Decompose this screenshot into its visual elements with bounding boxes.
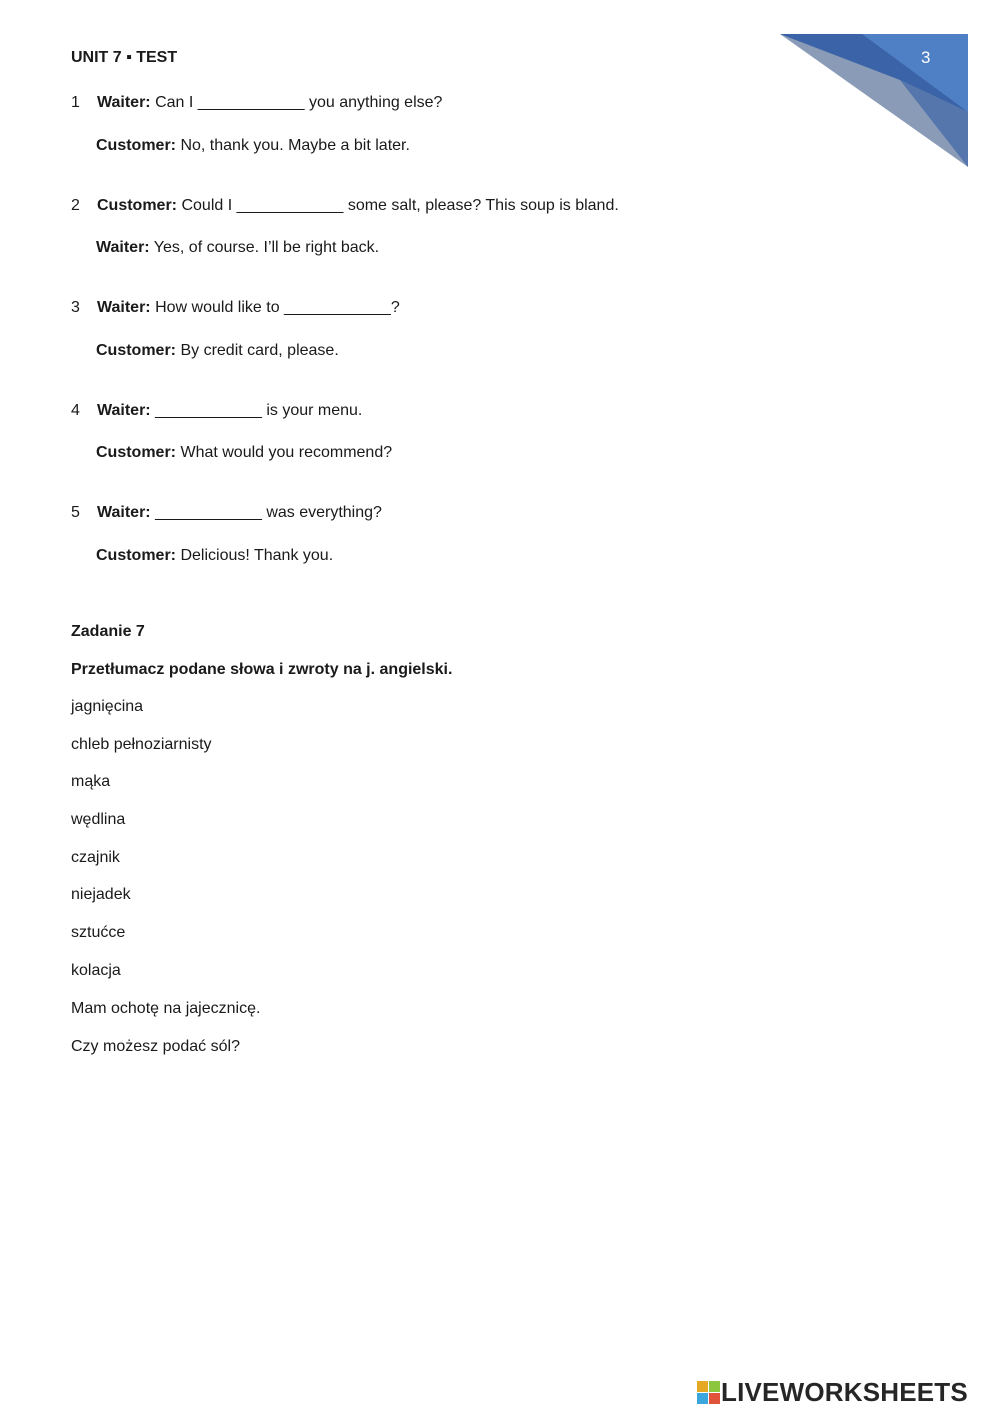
- speaker: Waiter:: [97, 402, 151, 419]
- vocab-item[interactable]: jagnięcina: [71, 698, 144, 715]
- vocab-item[interactable]: wędlina: [71, 811, 126, 828]
- dialogue-text: What would you recommend?: [176, 444, 393, 461]
- speaker: Waiter:: [97, 94, 151, 111]
- dialogue-text: Delicious! Thank you.: [176, 547, 334, 564]
- dialogue-4-response: [96, 444, 392, 462]
- vocab-item[interactable]: sztućce: [71, 924, 126, 941]
- liveworksheets-logo[interactable]: [697, 1377, 993, 1409]
- dialogue-text[interactable]: How would like to ____________?: [150, 299, 400, 316]
- dialogue-2-response: [96, 239, 379, 257]
- speaker: Customer:: [96, 547, 177, 564]
- dialogue-text: By credit card, please.: [176, 342, 339, 359]
- speaker: Customer:: [97, 197, 178, 214]
- speaker: Waiter:: [97, 504, 151, 521]
- logo-box-l: [697, 1381, 708, 1392]
- dialogue-number: 5: [71, 504, 80, 521]
- dialogue-5-line: [71, 504, 382, 522]
- speaker: Customer:: [96, 444, 177, 461]
- dialogue-5-response: [96, 547, 333, 565]
- logo-box-v: [697, 1393, 708, 1404]
- dialogue-number: 1: [71, 94, 80, 111]
- dialogue-3-line: [71, 299, 400, 317]
- dialogue-number: 4: [71, 402, 80, 419]
- corner-decoration: [780, 34, 968, 167]
- speaker: Waiter:: [97, 299, 151, 316]
- dialogue-2-line: [71, 197, 619, 215]
- dialogue-text: No, thank you. Maybe a bit later.: [176, 137, 410, 154]
- dialogue-1-response: [96, 137, 410, 155]
- speaker: Waiter:: [96, 239, 150, 256]
- dialogue-text[interactable]: Can I ____________ you anything else?: [150, 94, 443, 111]
- vocab-item[interactable]: chleb pełnoziarnisty: [71, 736, 212, 753]
- logo-text: LIVEWORKSHEETS: [721, 1377, 968, 1407]
- dialogue-1-line: [71, 94, 442, 112]
- vocab-item[interactable]: Mam ochotę na jajecznicę.: [71, 1000, 261, 1017]
- vocab-item[interactable]: mąka: [71, 773, 111, 790]
- vocab-item[interactable]: niejadek: [71, 886, 131, 903]
- page-number: 3: [921, 48, 931, 67]
- dialogue-4-line: [71, 402, 362, 420]
- speaker: Customer:: [96, 342, 177, 359]
- speaker: Customer:: [96, 137, 177, 154]
- logo-box-i: [709, 1381, 720, 1392]
- task-instruction: Przetłumacz podane słowa i zwroty na j. angielski.: [71, 661, 453, 678]
- logo-box-e: [709, 1393, 720, 1404]
- vocab-item[interactable]: czajnik: [71, 849, 120, 866]
- dialogue-text: Yes, of course. I’ll be right back.: [149, 239, 380, 256]
- vocab-item[interactable]: Czy możesz podać sól?: [71, 1038, 240, 1055]
- task-title: Zadanie 7: [71, 623, 145, 640]
- dialogue-number: 3: [71, 299, 80, 316]
- dialogue-text[interactable]: ____________ was everything?: [150, 504, 382, 521]
- dialogue-number: 2: [71, 197, 80, 214]
- unit-title: UNIT 7 ▪ TEST: [71, 49, 178, 66]
- vocab-item[interactable]: kolacja: [71, 962, 121, 979]
- dialogue-text[interactable]: Could I ____________ some salt, please? This soup is bland.: [177, 197, 619, 214]
- dialogue-text[interactable]: ____________ is your menu.: [150, 402, 363, 419]
- dialogue-3-response: [96, 342, 339, 360]
